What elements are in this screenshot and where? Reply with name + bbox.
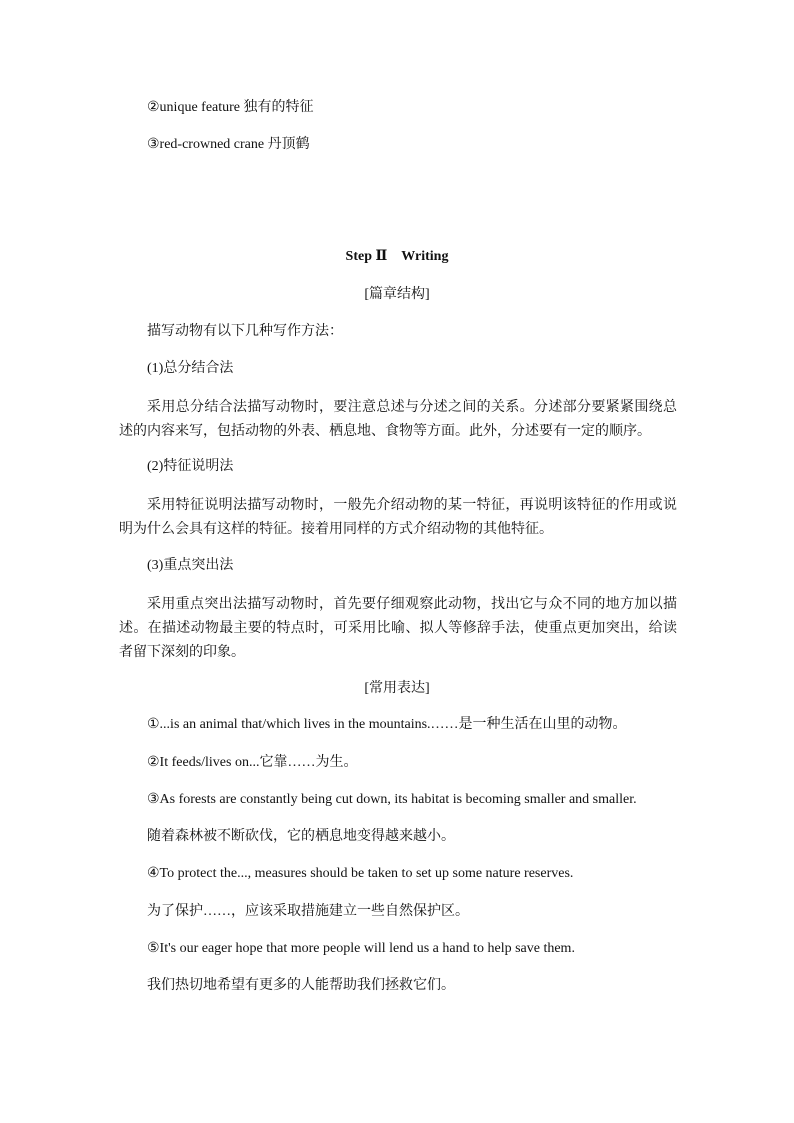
expression-1: ①...is an animal that/which lives in the mountains.……是一种生活在山里的动物。 xyxy=(147,717,627,732)
vocab-item-red-crowned-crane: ③red-crowned crane 丹顶鹤 xyxy=(147,137,310,152)
method2-body: 采用特征说明法描写动物时，一般先介绍动物的某一特征，再说明该特征的作用或说明为什么会具有这样的特征。接着用同样的方式介绍动物的其他特征。 xyxy=(119,498,677,537)
method3-body: 采用重点突出法描写动物时，首先要仔细观察此动物，找出它与众不同的地方加以描述。在描述动物最主要的特点时，可采用比喻、拟人等修辞手法，使重点更加突出，给读者留下深刻的印象。 xyxy=(119,597,677,660)
expression-4-chinese: 为了保护……，应该采取措施建立一些自然保护区。 xyxy=(147,904,469,919)
method3-title: (3)重点突出法 xyxy=(147,558,234,573)
expressions-heading: [常用表达] xyxy=(364,681,430,696)
expression-5-english: ⑤It's our eager hope that more people will lend us a hand to help save them. xyxy=(147,941,575,956)
expression-5-chinese: 我们热切地希望有更多的人能帮助我们拯救它们。 xyxy=(147,978,455,993)
method1-title: (1)总分结合法 xyxy=(147,361,234,376)
method1-body: 采用总分结合法描写动物时，要注意总述与分述之间的关系。分述部分要紧紧围绕总述的内容来写，包括动物的外表、栖息地、食物等方面。此外，分述要有一定的顺序。 xyxy=(119,400,677,439)
method2-title: (2)特征说明法 xyxy=(147,459,234,474)
expression-3-english: ③As forests are constantly being cut down, its habitat is becoming smaller and smaller. xyxy=(147,792,637,807)
expression-2: ②It feeds/lives on...它靠……为生。 xyxy=(147,755,358,770)
vocab-item-unique-feature: ②unique feature 独有的特征 xyxy=(147,100,314,115)
expression-4-english: ④To protect the..., measures should be taken to set up some nature reserves. xyxy=(147,866,574,881)
section-title: Step Ⅱ Writing xyxy=(345,249,449,264)
structure-intro: 描写动物有以下几种写作方法： xyxy=(147,324,343,339)
expression-3-chinese: 随着森林被不断砍伐，它的栖息地变得越来越小。 xyxy=(147,829,455,844)
structure-heading: [篇章结构] xyxy=(364,287,430,302)
